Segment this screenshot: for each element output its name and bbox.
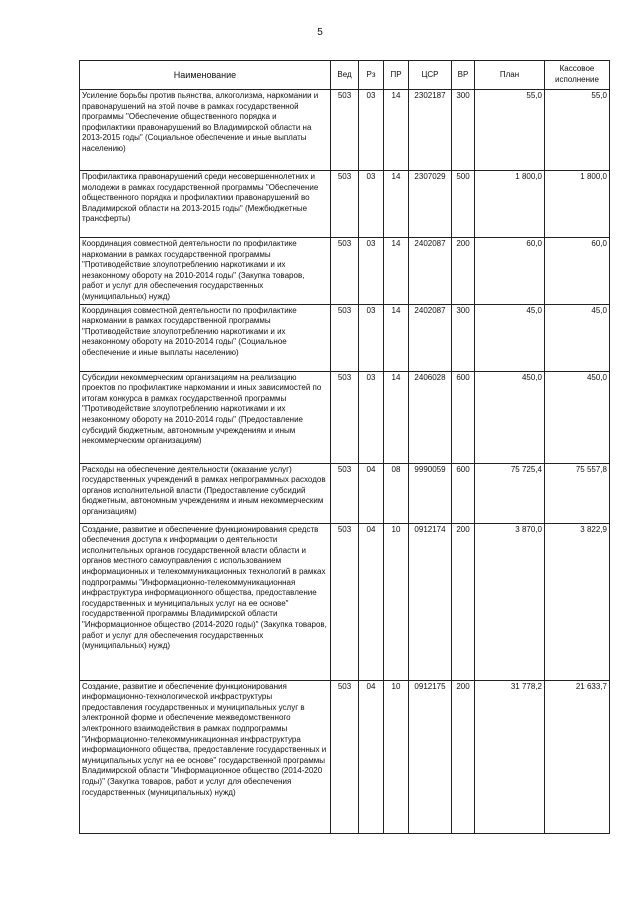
row-plan: 1 800,0 (475, 171, 545, 238)
row-pr: 14 (384, 371, 409, 463)
row-ispolnenie: 55,0 (545, 90, 610, 171)
row-vr: 200 (452, 238, 475, 305)
row-plan: 31 778,2 (475, 680, 545, 833)
row-ved: 503 (331, 523, 359, 680)
row-csr: 0912174 (409, 523, 452, 680)
row-plan: 60,0 (475, 238, 545, 305)
row-rz: 03 (359, 171, 384, 238)
header-plan: План (475, 61, 545, 90)
header-csr: ЦСР (409, 61, 452, 90)
table-row (80, 238, 610, 305)
row-ved: 503 (331, 238, 359, 305)
row-vr: 600 (452, 371, 475, 463)
row-ispolnenie: 1 800,0 (545, 171, 610, 238)
row-rz: 04 (359, 523, 384, 680)
table-header-row (80, 61, 610, 90)
table-row (80, 171, 610, 238)
row-name: Создание, развитие и обеспечение функционирования средств обеспечения доступа к информации о деятельности исполнительных органов государственной власти области и органов местного самоуправления с использованием информационных и телекоммуникационных технологий в рамках подпрограммы "Информационно-телекоммуникационная инфраструктура информационного общества, предоставление государственных и муниципальных услуг на ее основе" государственной программы Владимирской области "Информационное общество (2014-2020 годы)" (Закупка товаров, работ и услуг для обеспечения государственных (муниципальных) нужд) (80, 523, 331, 680)
row-rz: 03 (359, 371, 384, 463)
row-ved: 503 (331, 171, 359, 238)
row-csr: 2402087 (409, 304, 452, 371)
row-ved: 503 (331, 304, 359, 371)
row-csr: 2302187 (409, 90, 452, 171)
row-ispolnenie: 3 822,9 (545, 523, 610, 680)
row-ved: 503 (331, 680, 359, 833)
header-rz: Рз (359, 61, 384, 90)
row-ispolnenie: 45,0 (545, 304, 610, 371)
row-vr: 200 (452, 523, 475, 680)
row-pr: 10 (384, 523, 409, 680)
table-row (80, 463, 610, 523)
row-name: Субсидии некоммерческим организациям на реализацию проектов по профилактике наркомании и иных зависимостей по итогам конкурса в рамках государственной программы "Противодействие злоупотреблению наркотиками и их незаконному обороту на 2010-2014 годы" (Предоставление субсидий бюджетным, автономным учреждениям и иным некоммерческим организациям) (80, 371, 331, 463)
row-csr: 9990059 (409, 463, 452, 523)
row-ved: 503 (331, 90, 359, 171)
header-pr: ПР (384, 61, 409, 90)
row-csr: 0912175 (409, 680, 452, 833)
row-name: Расходы на обеспечение деятельности (оказание услуг) государственных учреждений в рамках непрограммных расходов органов исполнительной власти (Предоставление субсидий бюджетным, автономным учреждениям и иным некоммерческим организациям) (80, 463, 331, 523)
row-ved: 503 (331, 463, 359, 523)
row-pr: 14 (384, 90, 409, 171)
row-ispolnenie: 75 557,8 (545, 463, 610, 523)
row-plan: 450,0 (475, 371, 545, 463)
header-name: Наименование (80, 61, 331, 90)
row-vr: 500 (452, 171, 475, 238)
table-row (80, 523, 610, 680)
row-rz: 03 (359, 304, 384, 371)
row-vr: 600 (452, 463, 475, 523)
page-number: 5 (317, 27, 323, 38)
header-ispolnenie: Кассовое исполнение (545, 61, 610, 90)
header-vr: ВР (452, 61, 475, 90)
header-ved: Вед (331, 61, 359, 90)
row-name: Координация совместной деятельности по профилактике наркомании в рамках государственной программы "Противодействие злоупотреблению наркотиками и их незаконному обороту на 2010-2014 годы" (Социальное обеспечение и иные выплаты населению) (80, 304, 331, 371)
row-ved: 503 (331, 371, 359, 463)
row-pr: 10 (384, 680, 409, 833)
row-pr: 14 (384, 171, 409, 238)
row-plan: 45,0 (475, 304, 545, 371)
row-vr: 300 (452, 304, 475, 371)
row-name: Профилактика правонарушений среди несовершеннолетних и молодежи в рамках государственной программы "Обеспечение общественного порядка и профилактики правонарушений во Владимирской области на 2013-2015 годы" (Межбюджетные трансферты) (80, 171, 331, 238)
row-ispolnenie: 21 633,7 (545, 680, 610, 833)
row-csr: 2406028 (409, 371, 452, 463)
row-vr: 300 (452, 90, 475, 171)
row-rz: 04 (359, 680, 384, 833)
row-csr: 2307029 (409, 171, 452, 238)
row-rz: 03 (359, 238, 384, 305)
table-row (80, 304, 610, 371)
row-plan: 3 870,0 (475, 523, 545, 680)
table-row (80, 90, 610, 171)
row-pr: 08 (384, 463, 409, 523)
row-ispolnenie: 450,0 (545, 371, 610, 463)
row-rz: 04 (359, 463, 384, 523)
row-csr: 2402087 (409, 238, 452, 305)
row-pr: 14 (384, 304, 409, 371)
row-name: Создание, развитие и обеспечение функционирования информационно-технологической инфраструктуры предоставления государственных и муниципальных услуг в электронной форме и обеспечение межведомственного электронного взаимодействия в рамках подпрограммы "Информационно-телекоммуникационная инфраструктура информационного общества, предоставление государственных и муниципальных услуг на ее основе" государственной программы Владимирской области "Информационное общество (2014-2020 годы)" (Закупка товаров, работ и услуг для обеспечения государственных (муниципальных) нужд) (80, 680, 331, 833)
table-row (80, 680, 610, 833)
row-plan: 75 725,4 (475, 463, 545, 523)
row-pr: 14 (384, 238, 409, 305)
row-name: Координация совместной деятельности по профилактике наркомании в рамках государственной программы "Противодействие злоупотреблению наркотиками и их незаконному обороту на 2010-2014 годы" (Закупка товаров, работ и услуг для обеспечения государственных (муниципальных) нужд) (80, 238, 331, 305)
row-vr: 200 (452, 680, 475, 833)
row-ispolnenie: 60,0 (545, 238, 610, 305)
table-row (80, 371, 610, 463)
row-plan: 55,0 (475, 90, 545, 171)
budget-table (79, 60, 610, 834)
row-name: Усиление борьбы против пьянства, алкоголизма, наркомании и правонарушений на этой почве в рамках государственной программы "Обеспечение общественного порядка и профилактики правонарушений во Владимирской области на 2013-2015 годы" (Социальное обеспечение и иные выплаты населению) (80, 90, 331, 171)
row-rz: 03 (359, 90, 384, 171)
